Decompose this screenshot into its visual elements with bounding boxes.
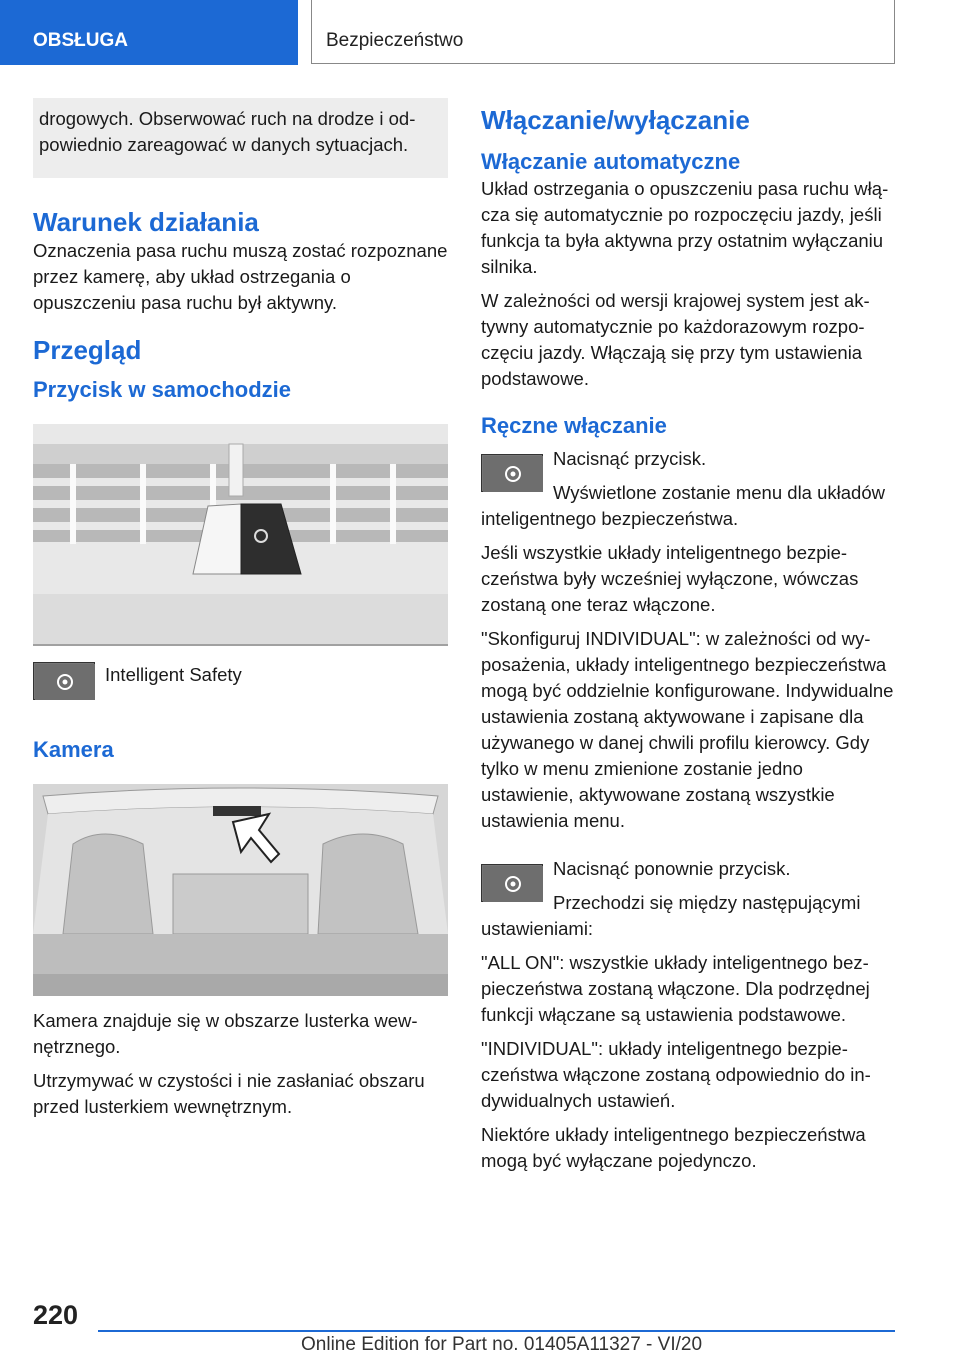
camera-photo	[33, 784, 448, 996]
footer-rule	[98, 1330, 895, 1332]
camera-text-1: Kamera znajduje się w obszarze lusterka wewnętrznego.	[33, 1010, 418, 1057]
heading-onoff: Włączanie/wyłączanie	[481, 105, 750, 135]
button-photo	[33, 424, 448, 646]
manual-text-4: "INDIVIDUAL": układy inteligentnego bezpieczeństwa włączone zostaną odpowiednio do indywidualnych ustawień.	[481, 1038, 871, 1111]
manual-text-2: "Skonfiguruj INDIVIDUAL": w zależności od wyposażenia, układy inteligentnego bezpieczeństwa mogą być oddzielnie konfigurowane. Indywidualne ustawienia zostaną aktywowane i zapisane dla używanego w danej chwili profilu kierowcy. Gdy tylko w menu zmienione zostanie jedno ustawienie, aktywowane zostaną wszystkie ustawienia menu.	[481, 628, 894, 831]
continued-note	[33, 98, 448, 178]
section-tab: OBSŁUGA	[0, 0, 298, 65]
heading-overview: Przegląd	[33, 335, 142, 365]
step-1-action: Nacisnąć przycisk.	[553, 448, 707, 469]
step-2	[481, 856, 896, 942]
heading-manual: Ręczne włączanie	[481, 413, 667, 438]
step-2-result: Przechodzi się między następującymi ustawieniami:	[481, 892, 861, 939]
heading-camera: Kamera	[33, 737, 114, 762]
auto-text-1: Układ ostrzegania o opuszczeniu pasa ruchu włącza się automatycznie po rozpoczęciu jazdy, jeśli funkcja ta była aktywna przy ostatnim wyłączaniu silnika.	[481, 178, 889, 277]
manual-text-3: "ALL ON": wszystkie układy inteligentnego bezpieczeństwa zostaną włączone. Dla podrzędnej funkcji włączane są ustawienia podstawowe.	[481, 952, 870, 1025]
manual-text-5: Niektóre układy inteligentnego bezpieczeństwa mogą być wyłączane pojedynczo.	[481, 1124, 866, 1171]
heading-button: Przycisk w samochodzie	[33, 377, 291, 402]
page-number: 220	[33, 1300, 79, 1330]
note-text: drogowych. Obserwować ruch na drodze i odpowiednio zareagować w danych sytuacjach.	[39, 108, 416, 155]
chapter-title: Bezpieczeństwo	[311, 0, 895, 64]
heading-auto: Włączanie automatyczne	[481, 149, 741, 174]
auto-text-2: W zależności od wersji krajowej system jest aktywny automatycznie po każdorazowym rozpoczęciu jazdy. Włączają się przy tym ustawienia podstawowe.	[481, 290, 870, 389]
heading-conditions: Warunek działania	[33, 207, 259, 237]
intelligent-safety-button-icon	[33, 662, 95, 700]
right-column	[481, 98, 896, 1174]
intelligent-safety-button-icon	[481, 864, 543, 902]
intelligent-safety-button-icon	[481, 454, 543, 492]
step-1-result: Wyświetlone zostanie menu dla układów inteligentnego bezpieczeństwa.	[481, 482, 885, 529]
edition-text: Online Edition for Part no. 01405A11327 - VI/20	[301, 1334, 703, 1355]
conditions-text: Oznaczenia pasa ruchu muszą zostać rozpoznane przez kamerę, aby układ ostrzegania o opuszczeniu pasa ruchu był aktywny.	[33, 240, 448, 313]
manual-text-1: Jeśli wszystkie układy inteligentnego bezpieczeństwa były wcześniej wyłączone, wówczas zostaną one teraz włączone.	[481, 542, 859, 615]
camera-text-2: Utrzymywać w czystości i nie zasłaniać obszaru przed lusterkiem wewnętrznym.	[33, 1070, 425, 1117]
step-1	[481, 446, 896, 532]
step-2-action: Nacisnąć ponownie przycisk.	[553, 858, 791, 879]
button-label: Intelligent Safety	[105, 664, 242, 685]
left-column	[33, 98, 448, 1120]
button-legend	[33, 662, 448, 710]
